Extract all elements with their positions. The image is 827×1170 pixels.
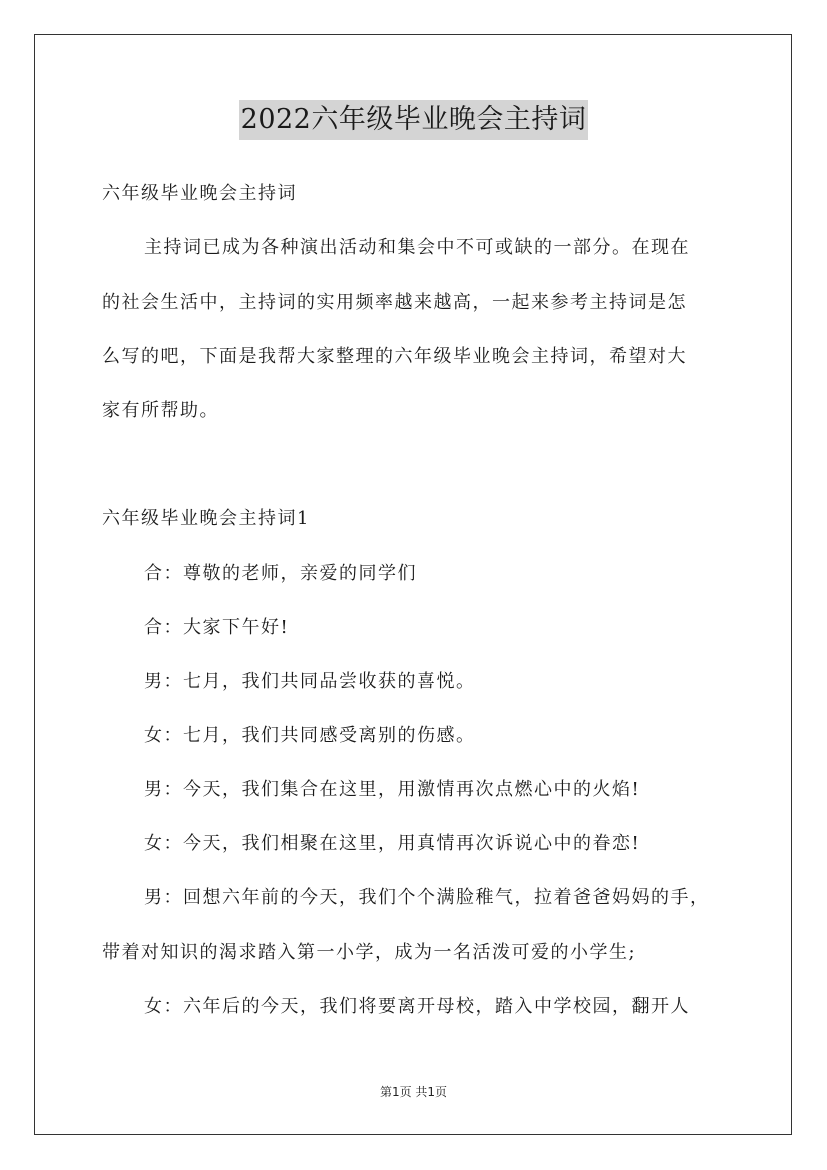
section-heading: 六年级毕业晚会主持词1 [102,508,310,529]
intro-line-3: 么写的吧，下面是我帮大家整理的六年级毕业晚会主持词，希望对大 [102,346,687,367]
dialogue-line: 女：七月，我们共同感受离别的伤感。 [144,725,476,746]
document-title: 2022六年级毕业晚会主持词 [239,100,589,140]
dialogue-line: 带着对知识的渴求踏入第一小学，成为一名活泼可爱的小学生; [102,942,637,963]
intro-line-2: 的社会生活中，主持词的实用频率越来越高，一起来参考主持词是怎 [102,292,687,313]
title-container [0,100,827,140]
intro-line-1: 主持词已成为各种演出活动和集会中不可或缺的一部分。在现在 [144,237,690,258]
intro-line-4: 家有所帮助。 [102,400,219,421]
dialogue-line: 男：回想六年前的今天，我们个个满脸稚气，拉着爸爸妈妈的手， [144,887,710,908]
dialogue-line: 男：今天，我们集合在这里，用激情再次点燃心中的火焰! [144,779,641,800]
dialogue-line: 女：今天，我们相聚在这里，用真情再次诉说心中的眷恋! [144,833,641,854]
page-footer: 第1页 共1页 [379,1085,448,1099]
subtitle: 六年级毕业晚会主持词 [102,183,297,204]
dialogue-line: 合：大家下午好! [144,617,290,638]
dialogue-line: 合：尊敬的老师，亲爱的同学们 [144,563,417,584]
dialogue-line: 男：七月，我们共同品尝收获的喜悦。 [144,671,476,692]
dialogue-line: 女：六年后的今天，我们将要离开母校，踏入中学校园，翻开人 [144,996,690,1017]
